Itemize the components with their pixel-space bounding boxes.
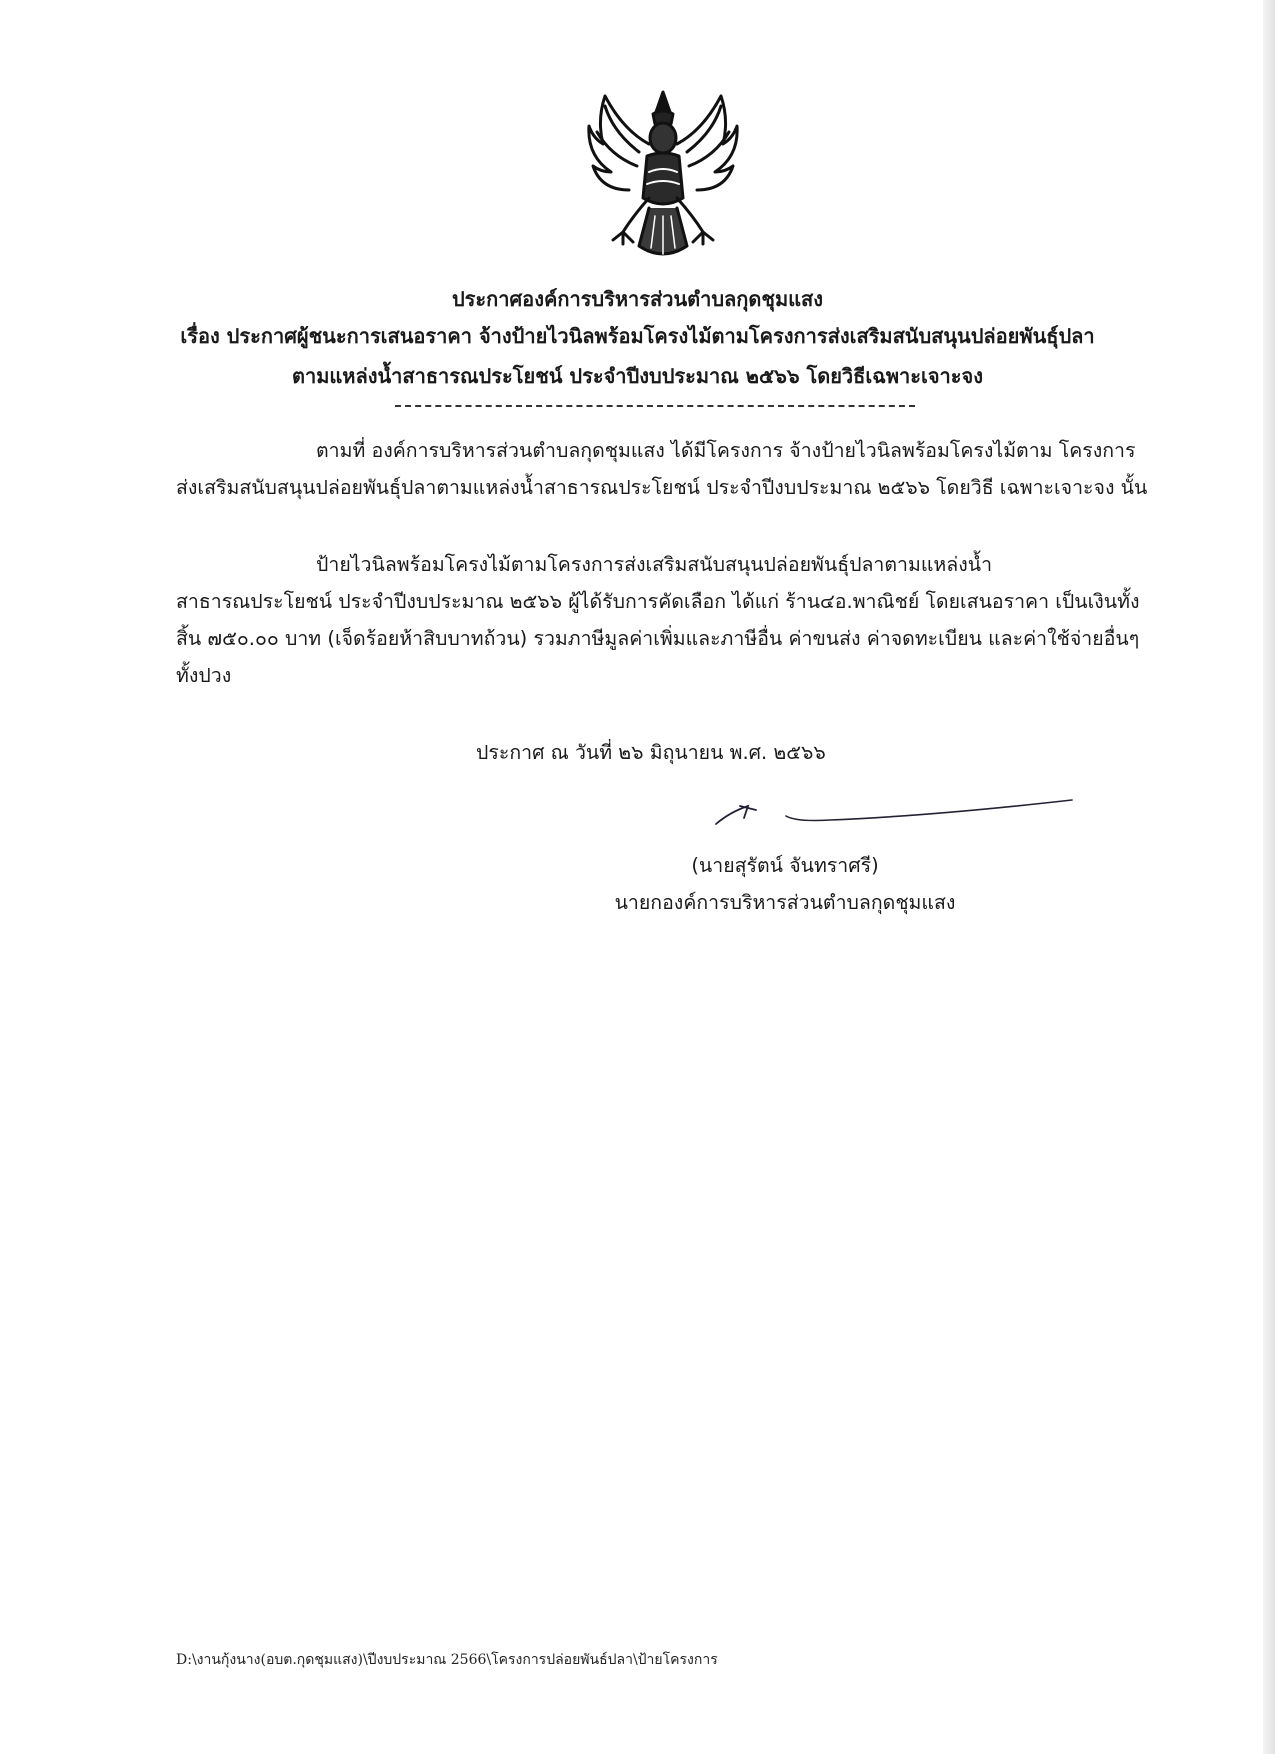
garuda-emblem-icon [583,86,743,264]
page-edge [1263,0,1275,1754]
signer-title: นายกองค์การบริหารส่วนตำบลกุดชุมแสง [614,891,956,914]
handwritten-signature [700,790,1080,830]
header-divider [395,405,915,407]
body-paragraph-1-text: ตามที่ องค์การบริหารส่วนตำบลกุดชุมแสง ได้มีโครงการ จ้างป้ายไวนิลพร้อมโครงไม้ตาม โครงการส่งเสริมสนับสนุนปล่อยพันธุ์ปลาตามแหล่งน้ำสาธารณประโยชน์ ประจำปีงบประมาณ ๒๕๖๖ โดยวิธี เฉพาะเจาะจง นั้น [176,439,1148,499]
body-paragraph-2 [176,546,1154,694]
body-paragraph-1 [176,432,1154,506]
body-paragraph-2-text: ป้ายไวนิลพร้อมโครงไม้ตามโครงการส่งเสริมสนับสนุนปล่อยพันธุ์ปลาตามแหล่งน้ำ สาธารณประโยชน์ ประจำปีงบประมาณ ๒๕๖๖ ผู้ได้รับการคัดเลือก ได้แก่ ร้าน๔อ.พาณิชย์ โดยเสนอราคา เป็นเงินทั้งสิ้น ๗๕๐.๐๐ บาท (เจ็ดร้อยห้าสิบบาทถ้วน) รวมภาษีมูลค่าเพิ่มและภาษีอื่น ค่าขนส่ง ค่าจดทะเบียน และค่าใช้จ่ายอื่นๆ ทั้งปวง [176,553,1140,687]
announcement-subject-cont: ตามแหล่งน้ำสาธารณประโยชน์ ประจำปีงบประมาณ ๒๕๖๖ โดยวิธีเฉพาะเจาะจง [291,364,983,388]
announcement-heading: ประกาศองค์การบริหารส่วนตำบลกุดชุมแสง [451,287,824,311]
footer-file-path: D:\งานกุ้งนาง(อบต.กุดชุมแสง)\ปีงบประมาณ 2566\โครงการปล่อยพันธ์ปลา\ป้ายโครงการ [176,1652,718,1668]
signer-name: (นายสุรัตน์ จันทราศรี) [691,854,879,877]
announcement-subject: เรื่อง ประกาศผู้ชนะการเสนอราคา จ้างป้ายไวนิลพร้อมโครงไม้ตามโครงการส่งเสริมสนับสนุนปล่อยพันธุ์ปลา [180,324,1095,348]
announcement-date: ประกาศ ณ วันที่ ๒๖ มิถุนายน พ.ศ. ๒๕๖๖ [476,741,826,764]
